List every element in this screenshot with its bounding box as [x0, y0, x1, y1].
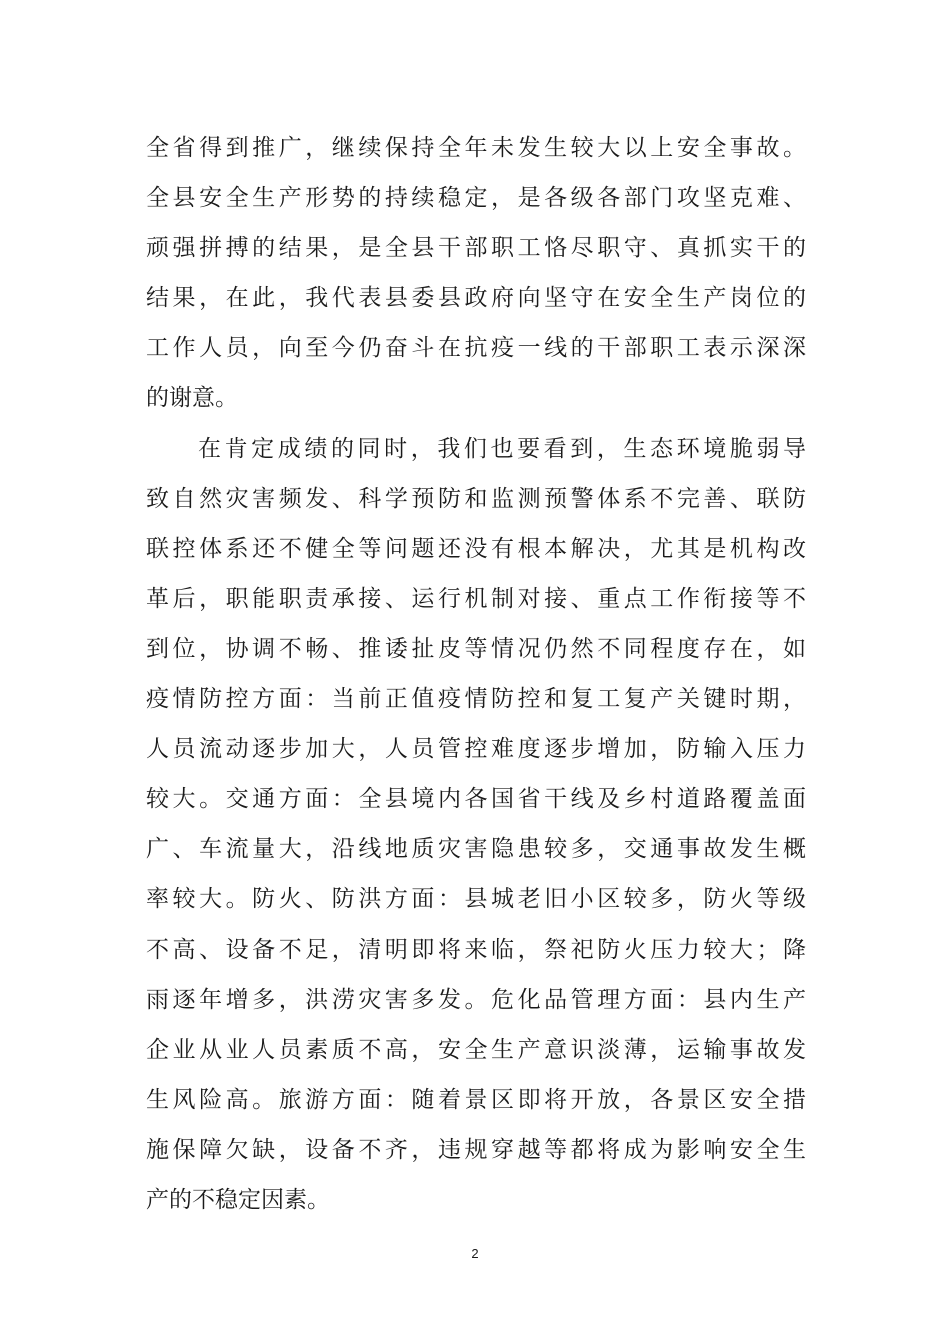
text-line: 革后，职能职责承接、运行机制对接、重点工作衔接等不	[146, 585, 806, 612]
paragraph-2	[146, 424, 806, 1226]
paragraph-1	[146, 123, 806, 424]
text-line: 雨逐年增多，洪涝灾害多发。危化品管理方面：县内生产	[146, 986, 806, 1013]
body-text	[146, 123, 806, 1225]
text-line: 企业从业人员素质不高，安全生产意识淡薄，运输事故发	[146, 1036, 806, 1063]
text-line: 人员流动逐步加大，人员管控难度逐步增加，防输入压力	[146, 736, 806, 763]
page-number: 2	[471, 1246, 479, 1261]
text-line: 联控体系还不健全等问题还没有根本解决，尤其是机构改	[146, 535, 806, 562]
text-line: 结果，在此，我代表县委县政府向坚守在安全生产岗位的	[146, 285, 806, 312]
text-line: 生风险高。旅游方面：随着景区即将开放，各景区安全措	[146, 1086, 806, 1113]
text-line: 产的不稳定因素。	[146, 1186, 330, 1213]
text-line: 全县安全生产形势的持续稳定，是各级各部门攻坚克难、	[146, 185, 806, 212]
text-line: 致自然灾害频发、科学预防和监测预警体系不完善、联防	[146, 485, 806, 512]
text-line: 不高、设备不足，清明即将来临，祭祀防火压力较大；降	[146, 936, 806, 963]
text-line: 施保障欠缺，设备不齐，违规穿越等都将成为影响安全生	[146, 1136, 806, 1163]
text-line: 的谢意。	[146, 385, 238, 412]
text-line: 疫情防控方面：当前正值疫情防控和复工复产关键时期，	[146, 686, 806, 713]
text-line: 较大。交通方面：全县境内各国省干线及乡村道路覆盖面	[146, 786, 806, 813]
text-line: 在肯定成绩的同时，我们也要看到，生态环境脆弱导	[198, 435, 806, 462]
text-line: 到位，协调不畅、推诿扯皮等情况仍然不同程度存在，如	[146, 635, 806, 662]
text-line: 全省得到推广，继续保持全年未发生较大以上安全事故。	[146, 135, 806, 161]
text-line: 工作人员，向至今仍奋斗在抗疫一线的干部职工表示深深	[146, 335, 806, 362]
text-line: 顽强拼搏的结果，是全县干部职工恪尽职守、真抓实干的	[146, 235, 806, 262]
text-line: 率较大。防火、防洪方面：县城老旧小区较多，防火等级	[146, 886, 806, 913]
text-line: 广、车流量大，沿线地质灾害隐患较多，交通事故发生概	[146, 836, 806, 863]
